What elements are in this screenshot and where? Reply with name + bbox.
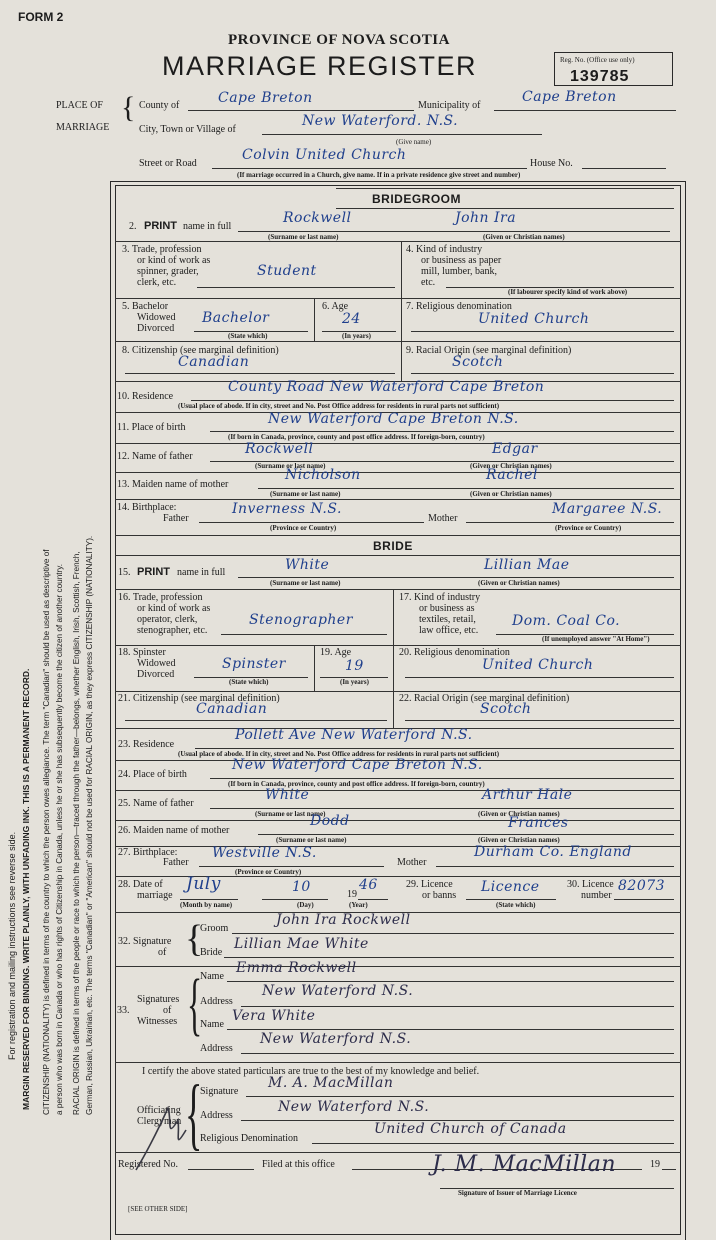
groom-trade: Student — [257, 263, 317, 279]
q32-label-2: of — [158, 947, 167, 958]
q27-mother-label: Mother — [397, 857, 427, 868]
groom-religion: United Church — [478, 311, 590, 327]
municipality-value: Cape Breton — [522, 89, 617, 105]
signatures-brace: { — [185, 918, 204, 960]
margin-binding-note: MARGIN RESERVED FOR BINDING. WRITE PLAINLY, WITH UNFADING INK. THIS IS A PERMANENT RECORD. — [21, 668, 31, 1110]
bride-given-caption: (Given or Christian names) — [478, 579, 560, 587]
q23-label: 23. Residence — [118, 739, 175, 750]
bride-residence-caption: (Usual place of abode. If in city, street and No. Post Office address for residents in rural parts not sufficient) — [178, 750, 500, 758]
q25-label: 25. Name of father — [118, 798, 194, 809]
month-caption: (Month by name) — [180, 901, 233, 909]
q27-father-label: Father — [163, 857, 189, 868]
bride-surname: White — [285, 557, 330, 573]
give-name-caption: (Give name) — [396, 138, 432, 146]
mother-surname-caption: (Surname or last name) — [270, 490, 341, 498]
q17-note: (If unemployed answer "At Home") — [542, 635, 650, 643]
q22-label: 22. Racial Origin (see marginal definition) — [399, 693, 570, 704]
bride-trade: Stenographer — [249, 612, 353, 628]
groom-citizenship: Canadian — [178, 354, 250, 370]
bride-marital-state: Spinster — [222, 656, 286, 672]
clergy-address-label: Address — [200, 1110, 233, 1121]
q18-label-1: 18. Spinster — [118, 647, 166, 658]
licence-number: 82073 — [618, 878, 666, 894]
q2-label: name in full — [183, 221, 232, 232]
w2-name-label: Name — [200, 1019, 224, 1030]
groom-age-caption: (In years) — [342, 332, 371, 340]
witnesses-brace: { — [187, 966, 203, 1043]
state-which-caption: (State which) — [496, 901, 536, 909]
groom-mother-birthplace: Margaree N.S. — [552, 501, 663, 517]
q16-label-2: or kind of work as — [137, 603, 211, 614]
municipality-label: Municipality of — [418, 100, 481, 111]
mother-given-caption: (Given or Christian names) — [470, 490, 552, 498]
q14-mother-label: Mother — [428, 513, 458, 524]
bride-father-province-caption: (Province or Country) — [235, 868, 302, 876]
w2-address-label: Address — [200, 1043, 233, 1054]
registration-number: 139785 — [570, 68, 630, 85]
q5-label-2: Widowed — [137, 312, 176, 323]
bride-racial-origin: Scotch — [480, 701, 532, 717]
bride-sig-label: Bride — [200, 947, 223, 958]
denomination-label: Religious Denomination — [200, 1133, 299, 1144]
q8-label: 8. Citizenship (see marginal definition) — [122, 345, 279, 356]
q27-label: 27. Birthplace: — [118, 847, 178, 858]
q26-label: 26. Maiden name of mother — [118, 825, 230, 836]
bride-birthplace-caption: (If born in Canada, province, county and post office address. If foreign-born, country) — [228, 780, 485, 788]
citizenship-definition-2: a person who was born in Canada or who has rights of Citizenship in Canada, unless he or she has subsequently become the citizen of another country. — [55, 563, 64, 1115]
bride-age-caption: (In years) — [340, 678, 369, 686]
marriage-year: 46 — [359, 877, 378, 893]
city-label: City, Town or Village of — [139, 124, 236, 135]
q15-print: PRINT — [137, 566, 170, 578]
q4-label-4: etc. — [421, 277, 436, 288]
bride-surname-caption: (Surname or last name) — [270, 579, 341, 587]
q12-label: 12. Name of father — [117, 451, 193, 462]
q2-print: PRINT — [144, 220, 177, 232]
bride-mother-given-caption: (Given or Christian names) — [478, 836, 560, 844]
licence-or-banns: Licence — [481, 879, 540, 895]
bride-father-surname-caption: (Surname or last name) — [255, 810, 326, 818]
q20-label: 20. Religious denomination — [399, 647, 510, 658]
county-value: Cape Breton — [218, 90, 313, 106]
q19-label: 19. Age — [320, 647, 352, 658]
q2-number: 2. — [129, 221, 137, 232]
registration-number-box — [554, 52, 673, 86]
bride-birthplace: New Waterford Cape Breton N.S. — [232, 757, 483, 773]
racial-origin-definition-2: German, Russian, Ukrainian, etc. The terms "Canadian" or "American" should not be used for RACIAL ORIGIN, as they express CITIZENSHIP (NATIONALITY). — [85, 535, 94, 1115]
birthplace-caption: (If born in Canada, province, county and post office address. If foreign-born, country) — [228, 433, 485, 441]
q32-label-1: 32. Signature — [118, 936, 172, 947]
bride-mother-birthplace: Durham Co. England — [474, 844, 632, 860]
q17-label-1: 17. Kind of industry — [399, 592, 481, 603]
bride-father-birthplace: Westville N.S. — [212, 845, 317, 861]
witness2-name: Vera White — [232, 1008, 316, 1024]
bride-state-caption: (State which) — [229, 678, 269, 686]
q15-number: 15. — [118, 567, 131, 578]
citizenship-definition-1: CITIZENSHIP (NATIONALITY) is defined in terms of the country to which the person owes allegiance. The term "Canadian" should be used as descriptive of — [42, 549, 51, 1115]
q10-label: 10. Residence — [117, 391, 174, 402]
registration-number-label: Reg. No. (Office use only) — [560, 56, 635, 64]
groom-mother-given: Rachel — [486, 467, 538, 483]
officiating-label-2: Clergyman — [137, 1116, 182, 1127]
groom-surname: Rockwell — [283, 210, 352, 226]
q3-label-1: 3. Trade, profession — [122, 244, 202, 255]
registrar-initials-mark — [128, 1090, 198, 1180]
q17-label-2: or business as — [419, 603, 475, 614]
q11-label: 11. Place of birth — [117, 422, 186, 433]
clergyman-brace: { — [185, 1070, 203, 1158]
place-of-label: PLACE OF — [56, 100, 103, 111]
margin-instructions: For registration and mailing instructions see reverse side. — [7, 831, 17, 1060]
clergyman-denomination: United Church of Canada — [374, 1121, 567, 1137]
q16-label-3: operator, clerk, — [137, 614, 198, 625]
witness2-address: New Waterford N.S. — [260, 1031, 412, 1047]
q4-label-1: 4. Kind of industry — [406, 244, 483, 255]
bride-residence: Pollett Ave New Waterford N.S. — [235, 727, 473, 743]
q17-label-3: textiles, retail, — [419, 614, 476, 625]
q5-label-3: Divorced — [137, 323, 175, 334]
bride-religion: United Church — [482, 657, 594, 673]
q9-label: 9. Racial Origin (see marginal definition) — [406, 345, 572, 356]
groom-father-birthplace: Inverness N.S. — [232, 501, 342, 517]
issuer-caption: Signature of Issuer of Marriage Licence — [458, 1189, 577, 1197]
bride-signature: Lillian Mae White — [234, 936, 369, 952]
groom-age: 24 — [342, 311, 361, 327]
filed-label: Filed at this office — [262, 1159, 335, 1170]
bridegroom-heading: BRIDEGROOM — [372, 192, 461, 206]
form-number: FORM 2 — [18, 10, 64, 24]
q18-label-3: Divorced — [137, 669, 175, 680]
bride-given-names: Lillian Mae — [484, 557, 570, 573]
residence-caption: (Usual place of abode. If in city, street and No. Post Office address for residents in rural parts not sufficient) — [178, 402, 500, 410]
witnesses-label-1: Signatures — [137, 994, 180, 1005]
filed-year: 19 — [650, 1159, 660, 1170]
county-label: County of — [139, 100, 180, 111]
father-surname-caption: (Surname or last name) — [255, 462, 326, 470]
groom-father-given: Edgar — [492, 441, 538, 457]
clergyman-signature: M. A. MacMillan — [268, 1075, 394, 1091]
bride-father-surname: White — [265, 787, 310, 803]
groom-given-names: John Ira — [455, 210, 517, 226]
groom-given-caption: (Given or Christian names) — [483, 233, 565, 241]
bride-mother-surname-caption: (Surname or last name) — [276, 836, 347, 844]
q24-label: 24. Place of birth — [118, 769, 187, 780]
father-province-caption: (Province or Country) — [270, 524, 337, 532]
groom-marital-state: Bachelor — [202, 310, 270, 326]
groom-state-caption: (State which) — [228, 332, 268, 340]
brace: { — [121, 91, 136, 124]
q16-label-1: 16. Trade, profession — [118, 592, 203, 603]
q16-label-4: stenographer, etc. — [137, 625, 208, 636]
page-title: MARRIAGE REGISTER — [162, 51, 478, 81]
groom-signature: John Ira Rockwell — [276, 912, 411, 928]
city-value: New Waterford. N.S. — [302, 113, 459, 129]
witnesses-label-3: Witnesses — [137, 1016, 178, 1027]
w1-address-label: Address — [200, 996, 233, 1007]
q3-label-3: spinner, grader, — [137, 266, 199, 277]
bride-mother-surname: Dodd — [310, 813, 350, 829]
bride-mother-given: Frances — [508, 815, 569, 831]
street-label: Street or Road — [139, 158, 197, 169]
issuer-signature: J. M. MacMillan — [432, 1152, 616, 1177]
q29-label-2: or banns — [422, 890, 457, 901]
q7-label: 7. Religious denomination — [406, 301, 512, 312]
groom-racial-origin: Scotch — [452, 354, 504, 370]
q4-label-3: mill, lumber, bank, — [421, 266, 497, 277]
w1-name-label: Name — [200, 971, 224, 982]
q3-label-2: or kind of work as — [137, 255, 211, 266]
registered-no-label: Registered No. — [118, 1159, 178, 1170]
witness1-address: New Waterford N.S. — [262, 983, 414, 999]
bride-heading: BRIDE — [373, 539, 413, 553]
groom-mother-surname: Nicholson — [285, 467, 361, 483]
q28-label-2: marriage — [137, 890, 173, 901]
marriage-month: July — [186, 874, 221, 894]
signature-label: Signature — [200, 1086, 239, 1097]
q29-label-1: 29. Licence — [406, 879, 453, 890]
q14-label: 14. Birthplace: — [117, 502, 177, 513]
q6-label: 6. Age — [322, 301, 349, 312]
q30-label-2: number — [581, 890, 612, 901]
q4-label-2: or business as paper — [421, 255, 502, 266]
q33-number: 33. — [117, 1005, 130, 1016]
father-given-caption: (Given or Christian names) — [470, 462, 552, 470]
officiating-label-1: Officiating — [137, 1105, 181, 1116]
house-number-label: House No. — [530, 158, 573, 169]
street-caption: (If marriage occurred in a Church, give name. If in a private residence give street and number) — [237, 171, 521, 179]
q28-label-1: 28. Date of — [118, 879, 163, 890]
groom-sig-label: Groom — [200, 923, 229, 934]
bride-age: 19 — [345, 658, 364, 674]
q30-label-1: 30. Licence — [567, 879, 614, 890]
clergyman-address: New Waterford N.S. — [278, 1099, 430, 1115]
marriage-day: 10 — [292, 879, 311, 895]
see-other-side: [SEE OTHER SIDE] — [128, 1205, 188, 1213]
q14-father-label: Father — [163, 513, 189, 524]
year-caption: (Year) — [349, 901, 368, 909]
racial-origin-definition-1: RACIAL ORIGIN is defined in terms of the people or race to which the person—traced through the father—belongs, whether English, Irish, Scottish, French, — [72, 551, 81, 1115]
year-prefix: 19 — [347, 889, 357, 900]
q15-label: name in full — [177, 567, 226, 578]
marriage-label: MARRIAGE — [56, 122, 110, 133]
province-heading: PROVINCE OF NOVA SCOTIA — [228, 32, 450, 48]
certification-text: I certify the above stated particulars are true to the best of my knowledge and belief. — [142, 1066, 480, 1077]
day-caption: (Day) — [297, 901, 314, 909]
q13-label: 13. Maiden name of mother — [117, 479, 229, 490]
q5-label-1: 5. Bachelor — [122, 301, 169, 312]
groom-father-surname: Rockwell — [245, 441, 314, 457]
street-value: Colvin United Church — [242, 147, 407, 163]
q21-label: 21. Citizenship (see marginal definition) — [118, 693, 280, 704]
witnesses-label-2: of — [163, 1005, 172, 1016]
q18-label-2: Widowed — [137, 658, 176, 669]
bride-father-given-caption: (Given or Christian names) — [478, 810, 560, 818]
groom-residence: County Road New Waterford Cape Breton — [228, 379, 545, 395]
q3-label-4: clerk, etc. — [137, 277, 177, 288]
groom-surname-caption: (Surname or last name) — [268, 233, 339, 241]
witness1-name: Emma Rockwell — [236, 960, 357, 976]
bride-industry: Dom. Coal Co. — [512, 613, 621, 629]
bride-father-given: Arthur Hale — [482, 787, 573, 803]
groom-birthplace: New Waterford Cape Breton N.S. — [268, 411, 519, 427]
bride-citizenship: Canadian — [196, 701, 268, 717]
mother-province-caption: (Province or Country) — [555, 524, 622, 532]
q4-note: (If labourer specify kind of work above) — [508, 288, 628, 296]
q17-label-4: law office, etc. — [419, 625, 479, 636]
